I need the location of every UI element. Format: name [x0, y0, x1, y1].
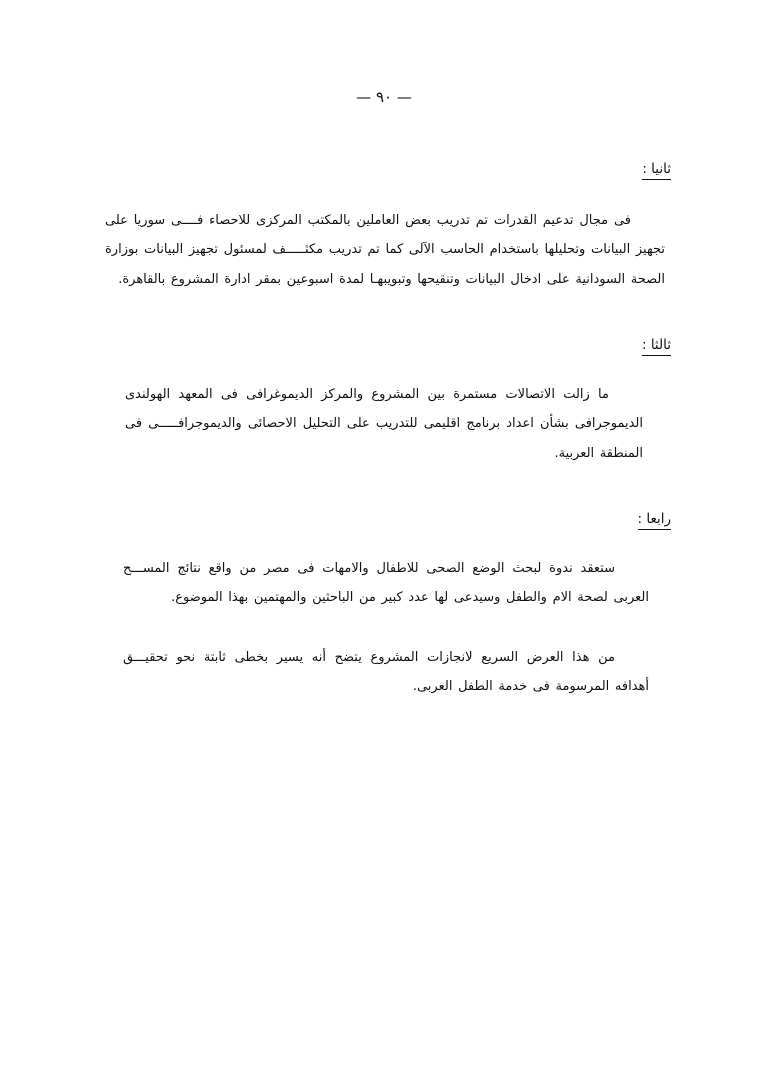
spacer — [95, 298, 673, 334]
page-number: — ٩٠ — — [356, 88, 412, 106]
section-body-thanian — [95, 206, 673, 294]
section-body-rabian — [95, 554, 673, 613]
section-heading-row — [95, 334, 673, 356]
paragraph: من هذا العرض السريع لانجازات المشروع يتضح أنه يسير بخطى ثابتة نحو تحقيـــق أهدافه المرسومة فى خدمة الطفل العربى. — [123, 649, 649, 694]
section-body-thalithan — [95, 380, 673, 468]
section-thanian — [95, 158, 673, 294]
section-heading-thanian: ثانيا : — [642, 161, 671, 180]
section-heading-row — [95, 158, 673, 180]
spacer — [95, 472, 673, 508]
section-heading-rabian: رابعا : — [638, 511, 672, 530]
section-heading-row — [95, 508, 673, 530]
paragraph: فى مجال تدعيم القدرات تم تدريب بعض العاملين بالمكتب المركزى للاحصاء فــــى سوريا على تجهيز البيانات وتحليلها باستخدام الحاسب الآلى كما تم تدريب مكثـــــف لمسئول تجهيز البيانات بوزارة الصحة السودانية على ادخال البيانات وتنقيحها وتبويبهـا لمدة اسبوعين بمقر ادارة المشروع بالقاهرة. — [105, 213, 665, 287]
section-thalithan — [95, 334, 673, 468]
section-rabian — [95, 508, 673, 701]
paragraph: ستعقد ندوة لبحث الوضع الصحى للاطفال والامهات فى مصر من واقع نتائج المســـح العربى لصحة الام والطفل وسيدعى لها عدد كبير من الباحثين والمهتمين بهذا الموضوع. — [123, 561, 649, 606]
paragraph: ما زالت الاتصالات مستمرة بين المشروع والمركز الديموغرافى فى المعهد الهولندى الديموجرافى بشأن اعداد برنامج اقليمى للتدريب على التحليل الاحصائى والديموجرافـــــى فى المنطقة العربية. — [125, 387, 643, 461]
section-heading-thalithan: ثالثا : — [642, 337, 671, 356]
document-body — [95, 158, 673, 701]
section-closing — [95, 643, 673, 702]
